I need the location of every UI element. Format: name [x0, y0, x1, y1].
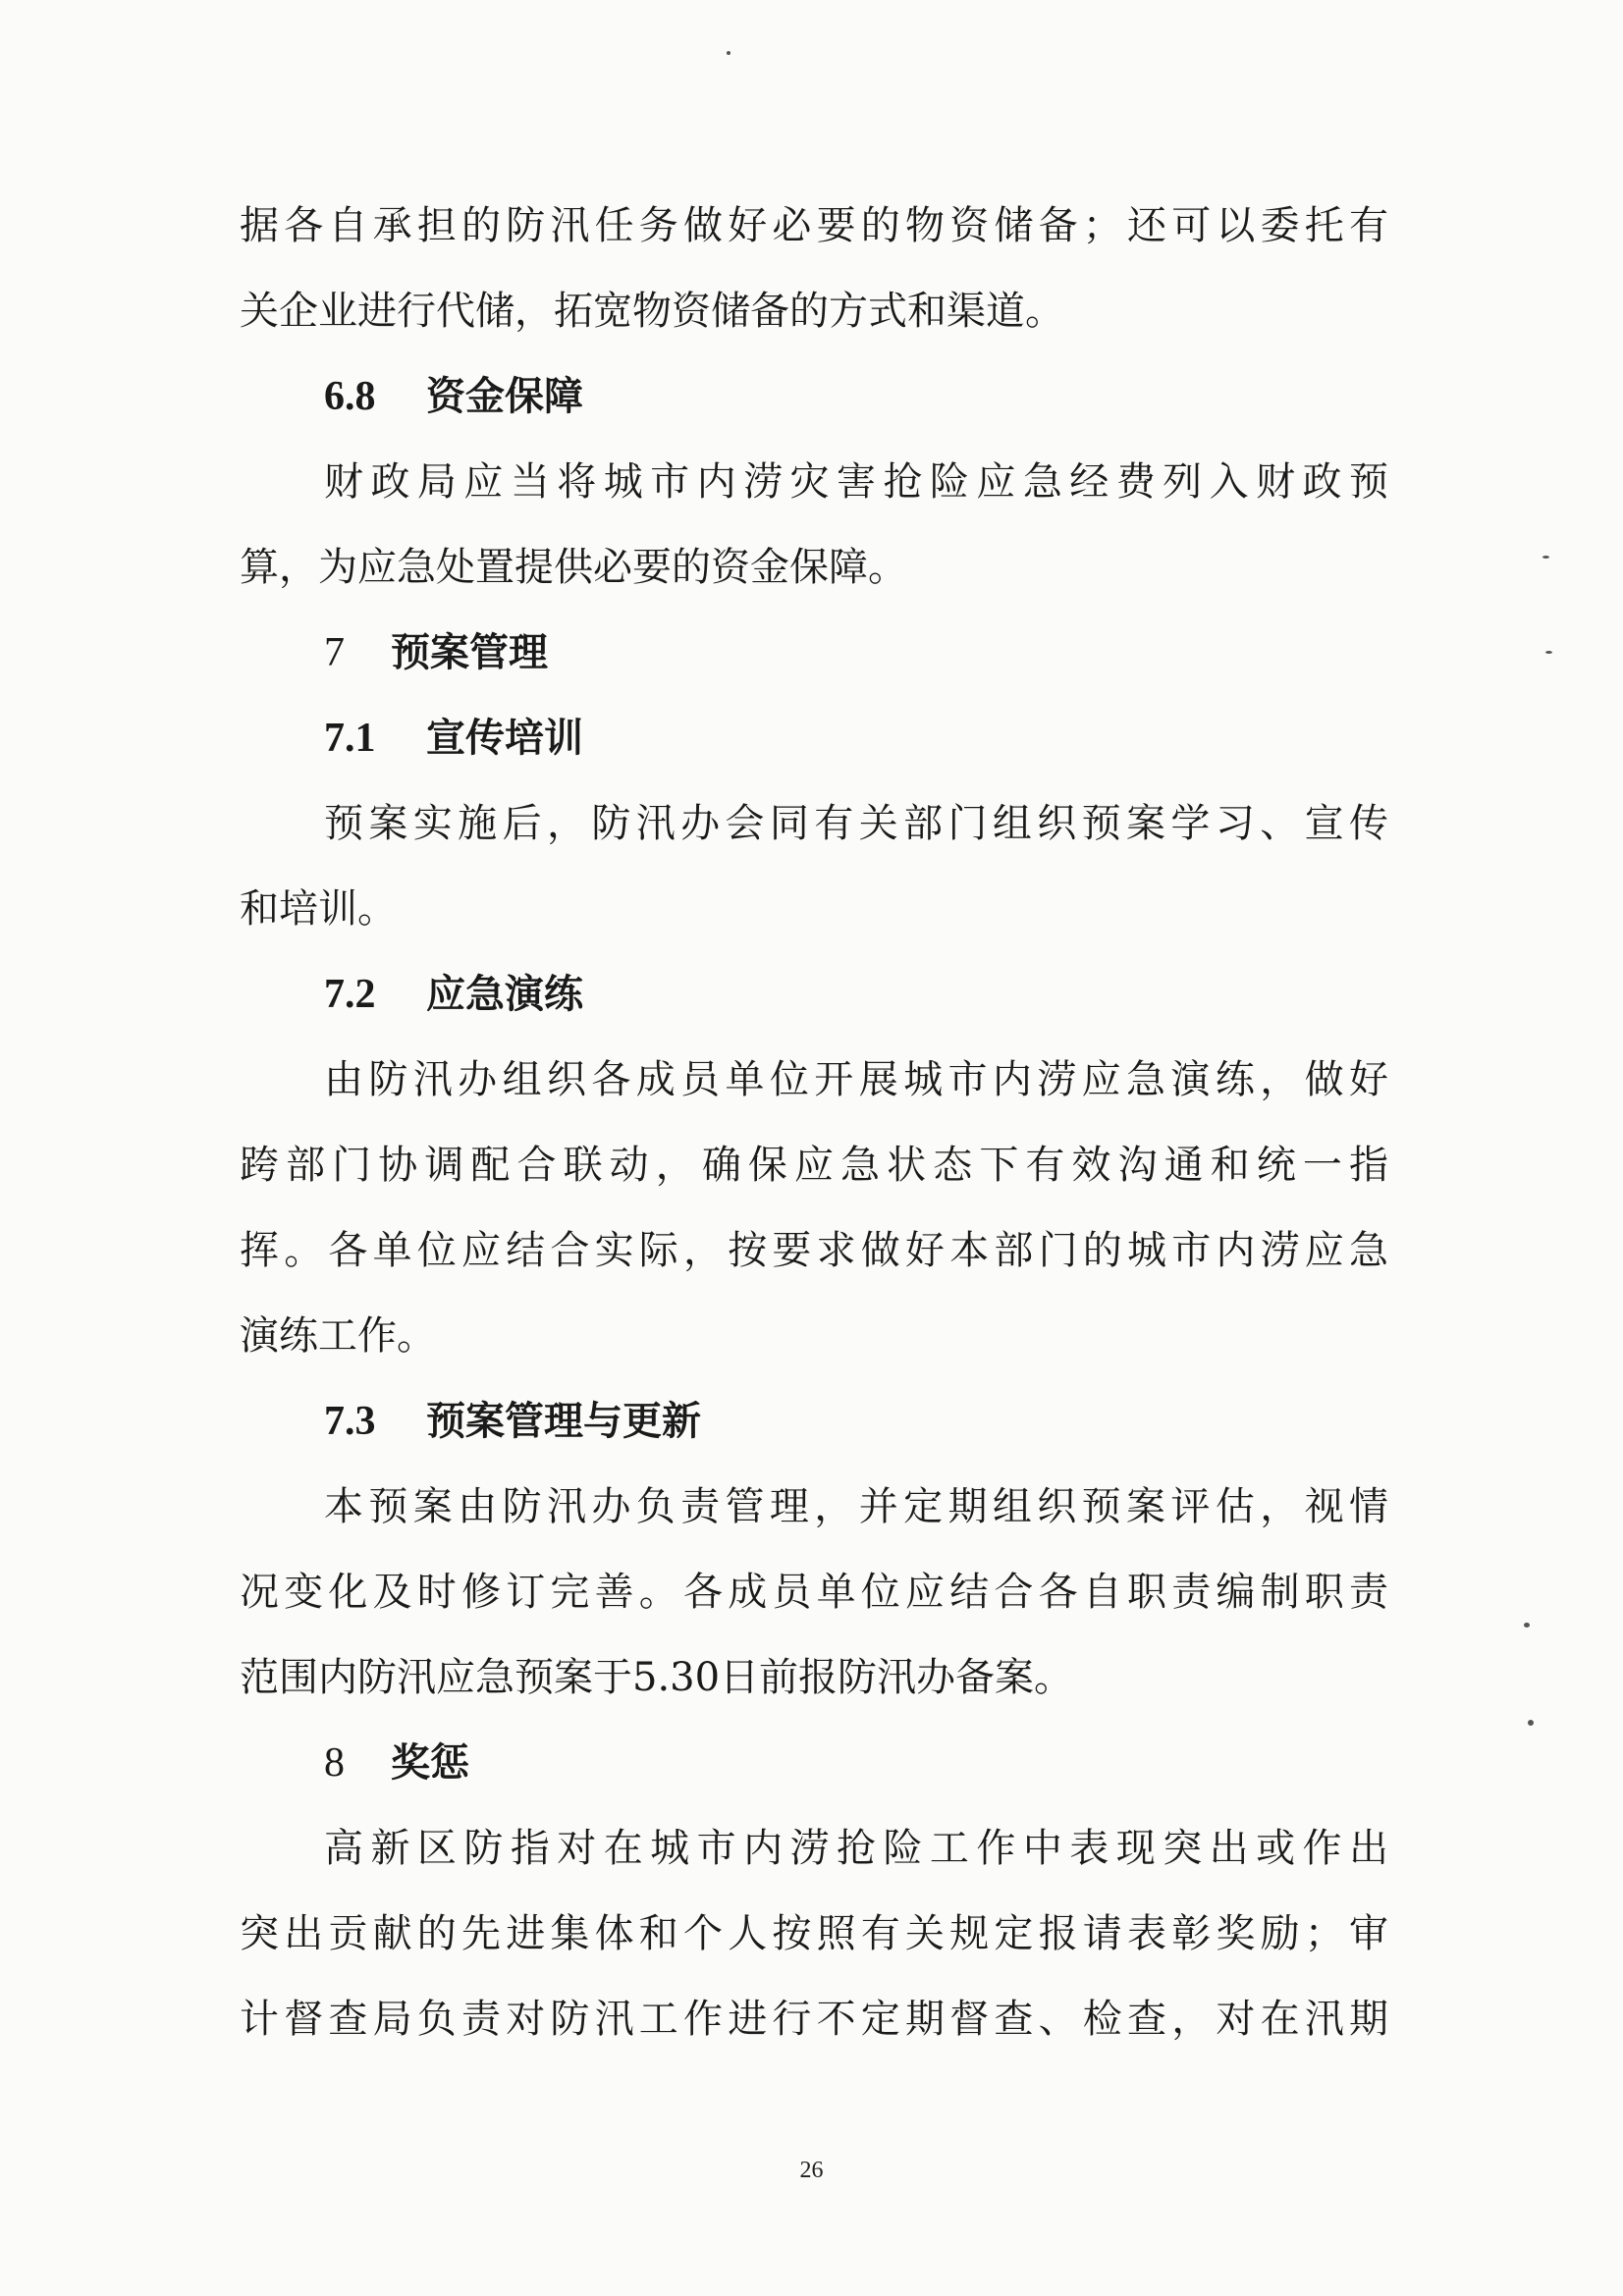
section-number: 8: [324, 1740, 345, 1786]
section-title: 预案管理与更新: [426, 1399, 701, 1444]
scan-speck: [1542, 556, 1549, 559]
paragraph-line: 本预案由防汛办负责管理，并定期组织预案评估，视情: [324, 1484, 1388, 1529]
section-number: 7.2: [324, 972, 376, 1017]
paragraph-line: 关企业进行代储，拓宽物资储备的方式和渠道。: [240, 289, 1064, 334]
section-heading-6-8: [324, 367, 583, 426]
section-heading-7-3: [324, 1392, 701, 1451]
section-heading-7-2: [324, 965, 583, 1024]
scan-speck: [1524, 1623, 1530, 1628]
section-title: 资金保障: [426, 374, 583, 419]
section-number: 7.1: [324, 716, 376, 761]
section-title: 宣传培训: [426, 716, 583, 761]
section-title: 奖惩: [391, 1740, 469, 1786]
paragraph-line: 突出贡献的先进集体和个人按照有关规定报请表彰奖励；审: [240, 1911, 1388, 1956]
scan-speck: [1545, 651, 1552, 654]
paragraph-line: 计督查局负责对防汛工作进行不定期督查、检查，对在汛期: [240, 1997, 1388, 2042]
paragraph-line: 高新区防指对在城市内涝抢险工作中表现突出或作出: [324, 1826, 1388, 1871]
paragraph-line: 范围内防汛应急预案于5.30日前报防汛办备案。: [240, 1655, 1074, 1700]
section-number: 7: [324, 630, 345, 675]
paragraph-line: 财政局应当将城市内涝灾害抢险应急经费列入财政预: [324, 459, 1388, 505]
scan-speck: [1528, 1720, 1534, 1726]
paragraph-line: 挥。各单位应结合实际，按要求做好本部门的城市内涝应急: [240, 1228, 1388, 1273]
section-title: 预案管理: [391, 630, 548, 675]
section-number: 7.3: [324, 1399, 376, 1444]
scan-speck: [727, 51, 730, 55]
section-heading-8: [324, 1734, 469, 1792]
paragraph-line: 由防汛办组织各成员单位开展城市内涝应急演练，做好: [324, 1057, 1388, 1102]
paragraph-line: 跨部门协调配合联动，确保应急状态下有效沟通和统一指: [240, 1143, 1388, 1188]
paragraph-line: 演练工作。: [240, 1313, 436, 1359]
paragraph-line: 况变化及时修订完善。各成员单位应结合各自职责编制职责: [240, 1570, 1388, 1615]
section-title: 应急演练: [426, 972, 583, 1017]
section-number: 6.8: [324, 374, 376, 419]
section-heading-7: [324, 623, 548, 682]
paragraph-line: 算，为应急处置提供必要的资金保障。: [240, 545, 907, 590]
paragraph-line: 据各自承担的防汛任务做好必要的物资储备；还可以委托有: [240, 203, 1388, 248]
paragraph-line: 和培训。: [240, 886, 397, 932]
page-number: 26: [799, 2158, 824, 2183]
section-heading-7-1: [324, 709, 583, 768]
paragraph-line: 预案实施后，防汛办会同有关部门组织预案学习、宣传: [324, 801, 1388, 846]
